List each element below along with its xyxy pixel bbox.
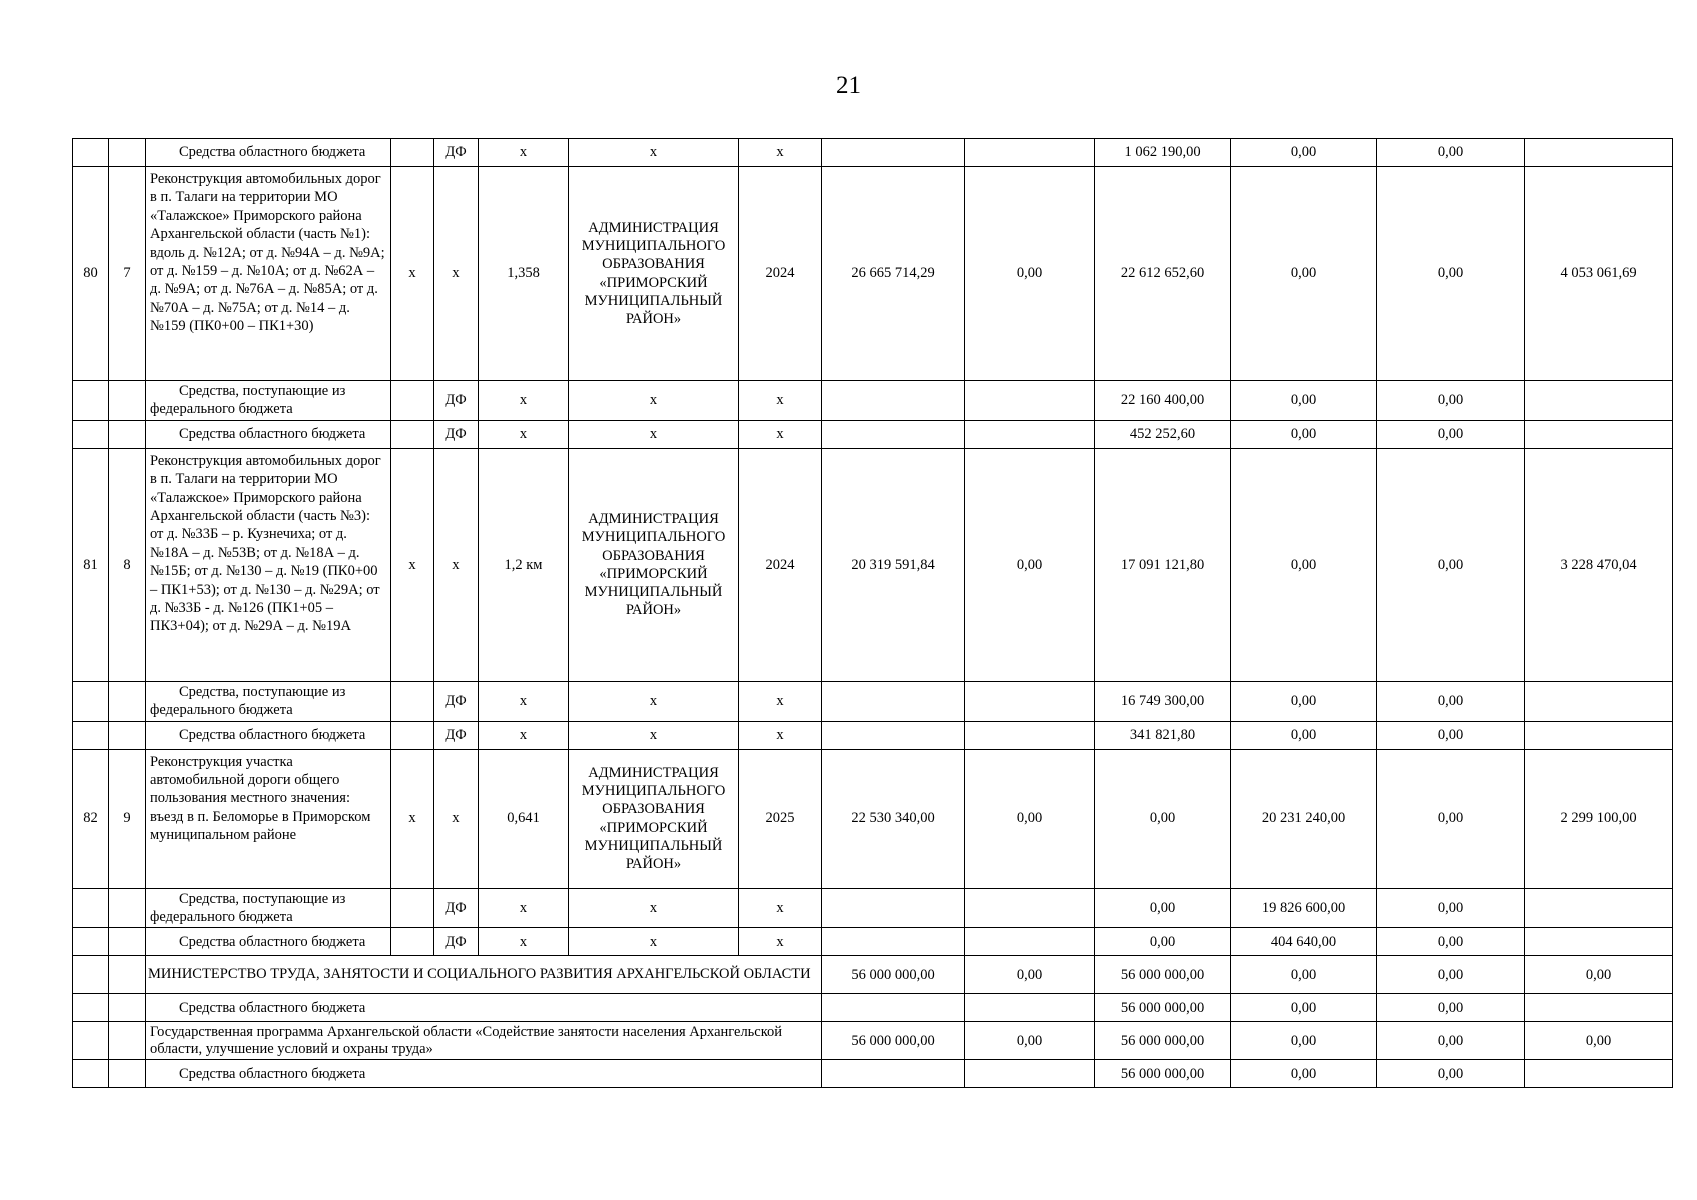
executor-cell: АДМИНИСТРАЦИЯ МУНИЦИПАЛЬНОГО ОБРАЗОВАНИЯ «ПРИМОРСКИЙ МУНИЦИПАЛЬНЫЙ РАЙОН» <box>569 167 739 381</box>
amount-cell: 0,00 <box>1377 1060 1525 1088</box>
amount-cell: 0,00 <box>1377 167 1525 381</box>
year-cell: х <box>739 888 822 928</box>
funding-source: Средства областного бюджета <box>179 999 366 1016</box>
executor-cell: х <box>569 928 739 956</box>
amount-cell: 0,00 <box>965 167 1095 381</box>
amount-cell: 0,00 <box>1231 420 1377 448</box>
year-cell: 2025 <box>739 749 822 888</box>
amount-cell: 0,00 <box>1095 928 1231 956</box>
code-cell: х <box>434 749 479 888</box>
table-row <box>73 681 1673 721</box>
object-name: Реконструкция автомобильных дорог в п. Талаги на территории МО «Талажское» Приморского района Архангельской области (часть №1): вдоль д. №12А; от д. №94А – д. №9А; от д. №159 – д. №10А; от д. №62А – д. №9А; от д. №76А – д. №85А; от д. №70А – д. №75А; от д. №14 – д. №159 (ПК0+00 – ПК1+30) <box>146 167 391 381</box>
amount-cell: 0,00 <box>1231 448 1377 681</box>
executor-cell: АДМИНИСТРАЦИЯ МУНИЦИПАЛЬНОГО ОБРАЗОВАНИЯ «ПРИМОРСКИЙ МУНИЦИПАЛЬНЫЙ РАЙОН» <box>569 448 739 681</box>
amount-cell: 0,00 <box>1231 956 1377 994</box>
amount-cell: 0,00 <box>1231 1022 1377 1060</box>
capacity-cell: х <box>479 721 569 749</box>
amount-cell: 0,00 <box>965 956 1095 994</box>
amount-cell: 0,00 <box>1377 420 1525 448</box>
total-cell <box>822 139 965 167</box>
amount-cell: 20 231 240,00 <box>1231 749 1377 888</box>
amount-cell: 2 299 100,00 <box>1525 749 1673 888</box>
total-cell: 26 665 714,29 <box>822 167 965 381</box>
total-cell: 22 530 340,00 <box>822 749 965 888</box>
amount-cell <box>965 139 1095 167</box>
total-cell: 56 000 000,00 <box>822 956 965 994</box>
sub-number: 8 <box>109 448 146 681</box>
total-cell: 56 000 000,00 <box>822 1022 965 1060</box>
table-row <box>73 448 1673 681</box>
amount-cell: 0,00 <box>1231 681 1377 721</box>
amount-cell: 4 053 061,69 <box>1525 167 1673 381</box>
executor-cell: х <box>569 420 739 448</box>
code-cell: ДФ <box>434 420 479 448</box>
table-row <box>73 1060 1673 1088</box>
page-number: 21 <box>836 72 861 99</box>
amount-cell: 16 749 300,00 <box>1095 681 1231 721</box>
amount-cell: 0,00 <box>1095 749 1231 888</box>
code-cell: х <box>434 167 479 381</box>
amount-cell: 341 821,80 <box>1095 721 1231 749</box>
capacity-cell: 0,641 <box>479 749 569 888</box>
year-cell: х <box>739 721 822 749</box>
executor-cell: х <box>569 888 739 928</box>
funding-source: Средства областного бюджета <box>179 933 366 950</box>
executor-cell: АДМИНИСТРАЦИЯ МУНИЦИПАЛЬНОГО ОБРАЗОВАНИЯ «ПРИМОРСКИЙ МУНИЦИПАЛЬНЫЙ РАЙОН» <box>569 749 739 888</box>
year-cell: х <box>739 420 822 448</box>
sub-number: 7 <box>109 167 146 381</box>
table-row <box>73 139 1673 167</box>
code-cell: ДФ <box>434 681 479 721</box>
amount-cell: 0,00 <box>965 448 1095 681</box>
amount-cell: 0,00 <box>1231 994 1377 1022</box>
amount-cell: 0,00 <box>1377 749 1525 888</box>
capacity-cell: х <box>479 381 569 421</box>
amount-cell: 0,00 <box>1377 956 1525 994</box>
table-row <box>73 167 1673 381</box>
year-cell: 2024 <box>739 167 822 381</box>
amount-cell: 0,00 <box>1525 1022 1673 1060</box>
executor-cell: х <box>569 139 739 167</box>
code-cell: ДФ <box>434 381 479 421</box>
funding-source: Средства, поступающие из федерального бюджета <box>150 683 346 719</box>
amount-cell: 452 252,60 <box>1095 420 1231 448</box>
amount-cell: 0,00 <box>1095 888 1231 928</box>
capacity-cell: х <box>479 139 569 167</box>
total-cell: 20 319 591,84 <box>822 448 965 681</box>
capacity-cell: х <box>479 681 569 721</box>
capacity-cell: х <box>479 420 569 448</box>
amount-cell: 0,00 <box>1377 994 1525 1022</box>
code-cell: ДФ <box>434 139 479 167</box>
amount-cell: 404 640,00 <box>1231 928 1377 956</box>
capacity-cell: 1,358 <box>479 167 569 381</box>
code-cell: х <box>391 749 434 888</box>
funding-source: Средства областного бюджета <box>179 726 366 743</box>
table-row <box>73 928 1673 956</box>
table-row <box>73 994 1673 1022</box>
executor-cell: х <box>569 381 739 421</box>
capacity-cell: х <box>479 888 569 928</box>
amount-cell: 22 612 652,60 <box>1095 167 1231 381</box>
amount-cell: 0,00 <box>965 749 1095 888</box>
year-cell: 2024 <box>739 448 822 681</box>
table-row <box>73 381 1673 421</box>
amount-cell: 0,00 <box>1377 681 1525 721</box>
amount-cell: 0,00 <box>1231 139 1377 167</box>
year-cell: х <box>739 381 822 421</box>
program-title: Государственная программа Архангельской области «Содействие занятости населения Архангельской области, улучшение условий и охраны труда» <box>146 1022 822 1060</box>
table-row <box>73 956 1673 994</box>
amount-cell: 0,00 <box>1377 139 1525 167</box>
funding-source: Средства, поступающие из федерального бюджета <box>150 383 346 418</box>
budget-table <box>72 138 1673 1088</box>
amount-cell: 3 228 470,04 <box>1525 448 1673 681</box>
row-number: 80 <box>73 167 109 381</box>
capacity-cell: 1,2 км <box>479 448 569 681</box>
funding-source: Средства областного бюджета <box>179 426 366 443</box>
funding-source: Средства, поступающие из федерального бюджета <box>150 890 346 926</box>
amount-cell: 0,00 <box>1231 167 1377 381</box>
year-cell: х <box>739 928 822 956</box>
amount-cell: 22 160 400,00 <box>1095 381 1231 421</box>
amount-cell: 0,00 <box>1377 448 1525 681</box>
amount-cell: 56 000 000,00 <box>1095 994 1231 1022</box>
amount-cell: 56 000 000,00 <box>1095 956 1231 994</box>
amount-cell: 0,00 <box>1377 888 1525 928</box>
section-title: МИНИСТЕРСТВО ТРУДА, ЗАНЯТОСТИ И СОЦИАЛЬНОГО РАЗВИТИЯ АРХАНГЕЛЬСКОЙ ОБЛАСТИ <box>146 956 822 994</box>
row-number: 81 <box>73 448 109 681</box>
amount-cell: 19 826 600,00 <box>1231 888 1377 928</box>
code-cell: х <box>391 167 434 381</box>
amount-cell: 0,00 <box>1377 381 1525 421</box>
code-cell: х <box>391 448 434 681</box>
table-row <box>73 721 1673 749</box>
amount-cell: 0,00 <box>1231 1060 1377 1088</box>
funding-source: Средства областного бюджета <box>179 1065 366 1082</box>
capacity-cell: х <box>479 928 569 956</box>
executor-cell: х <box>569 681 739 721</box>
amount-cell: 0,00 <box>1377 721 1525 749</box>
table-row <box>73 749 1673 888</box>
amount-cell: 0,00 <box>1231 381 1377 421</box>
amount-cell: 56 000 000,00 <box>1095 1060 1231 1088</box>
amount-cell <box>1525 139 1673 167</box>
funding-source: Средства областного бюджета <box>179 144 366 161</box>
row-number: 82 <box>73 749 109 888</box>
year-cell: х <box>739 681 822 721</box>
amount-cell: 0,00 <box>1525 956 1673 994</box>
object-name: Реконструкция участка автомобильной дороги общего пользования местного значения: въезд в п. Беломорье в Приморском муниципальном районе <box>146 749 391 888</box>
code-cell: ДФ <box>434 928 479 956</box>
table-row <box>73 888 1673 928</box>
object-name: Реконструкция автомобильных дорог в п. Талаги на территории МО «Талажское» Приморского района Архангельской области (часть №3): от д. №33Б – р. Кузнечиха; от д. №18А – д. №53В; от д. №18А – д. №15Б; от д. №130 – д. №19 (ПК0+00 – ПК1+53); от д. №130 – д. №29А; от д. №33Б - д. №126 (ПК1+05 – ПК3+04); от д. №29А – д. №19А <box>146 448 391 681</box>
executor-cell: х <box>569 721 739 749</box>
code-cell: ДФ <box>434 721 479 749</box>
amount-cell: 0,00 <box>1231 721 1377 749</box>
amount-cell: 0,00 <box>1377 928 1525 956</box>
table-row <box>73 420 1673 448</box>
code-cell: ДФ <box>434 888 479 928</box>
code-cell: х <box>434 448 479 681</box>
year-cell: х <box>739 139 822 167</box>
amount-cell: 56 000 000,00 <box>1095 1022 1231 1060</box>
amount-cell: 0,00 <box>1377 1022 1525 1060</box>
table-row <box>73 1022 1673 1060</box>
sub-number: 9 <box>109 749 146 888</box>
amount-cell: 17 091 121,80 <box>1095 448 1231 681</box>
amount-cell: 0,00 <box>965 1022 1095 1060</box>
amount-cell: 1 062 190,00 <box>1095 139 1231 167</box>
